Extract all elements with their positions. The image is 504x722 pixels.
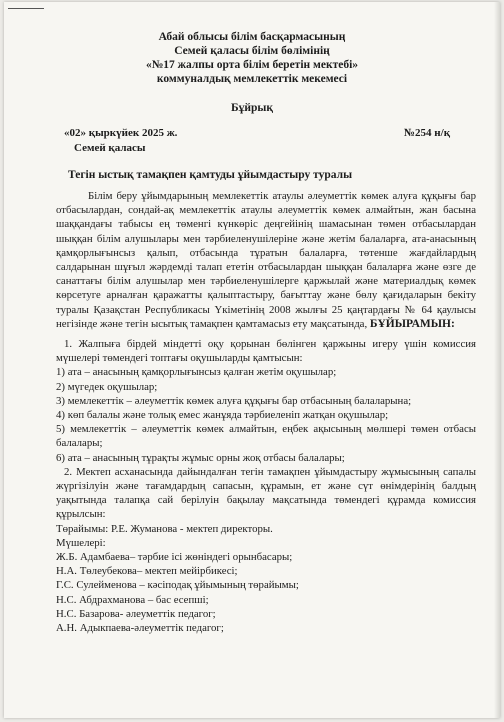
commission-chair: Төрайымы: Р.Е. Жуманова - мектеп директоры. — [56, 522, 273, 535]
order-number: №254 н/қ — [404, 127, 451, 139]
letterhead-line-4: коммуналдық мемлекеттік мекемесі — [156, 73, 348, 85]
order-subject: Тегін ыстық тамақпен қамтуды ұйымдастыру туралы — [68, 169, 353, 181]
order-body — [56, 189, 476, 635]
sub-item: 4) көп балалы және толық емес жанұяда тәрбиеленіп жатқан оқушылар; — [56, 409, 389, 422]
letterhead-line-1: Абай облысы білім басқармасының — [158, 31, 346, 43]
intro-paragraph — [56, 189, 476, 331]
member: Ж.Б. Адамбаева– тәрбие ісі жөніндегі орынбасары; — [56, 551, 293, 564]
decree-word: БҰЙЫРАМЫН: — [369, 317, 455, 330]
sub-item: 2) мүгедек оқушылар; — [56, 380, 158, 393]
sub-item: 1) ата – анасының қамқорлығынсыз қалған жетім оқушылар; — [56, 366, 337, 379]
item-2: 2. Мектеп асханасында дайындалған тегін тамақпен ұйымдастыру жұмысының сапалы жүргізілуін және тағамдардың сапасын, құрамын, ет және сүт өнімдерінің балдың уақытында талапқа сай берілуін бақылау мақсатында төмендегі құрамда комиссия құрылсын: — [56, 465, 476, 521]
members-label: Мүшелері: — [56, 536, 106, 549]
corner-mark — [8, 8, 44, 9]
member: Н.С. Базарова- әлеуметтік педагог; — [56, 607, 216, 620]
document-page — [4, 2, 500, 718]
item-1: 1. Жалпыға бірдей міндетті оқу қорынан бөлінген қаржыны игеру үшін комиссия мүшелері төмендегі топтағы оқушыларды қамтысын: — [56, 338, 476, 365]
letterhead-line-3: «№17 жалпы орта білім беретін мектебі» — [145, 59, 359, 71]
order-date: «02» қыркүйек 2025 ж. — [64, 127, 178, 139]
member: Н.С. Абдрахманова – бас есепші; — [56, 593, 209, 606]
letterhead — [4, 30, 500, 86]
member: Н.А. Төлеубекова– мектеп мейірбикесі; — [56, 565, 238, 578]
order-city: Семей қаласы — [74, 142, 146, 154]
member: Г.С. Сулейменова – кәсіподақ ұйымының төрайымы; — [56, 579, 299, 592]
order-title: Бұйрық — [231, 102, 273, 114]
letterhead-line-2: Семей қаласы білім бөлімінің — [174, 45, 330, 57]
sub-item: 3) мемлекеттік – әлеуметтік көмек алуға құқығы бар отбасының балаларына; — [56, 394, 412, 407]
member: А.Н. Адыкпаева-әлеуметтік педагог; — [56, 622, 224, 635]
sub-item: 6) ата – анасының тұрақты жұмыс орны жоқ отбасы балалары; — [56, 451, 345, 464]
intro-text: Білім беру ұйымдарының мемлекеттік атаулы әлеуметтік көмек алуға құқығы бар отбасылардан, сондай-ақ мемлекеттік атаулы әлеуметтік көмек алмайтын, жан басына шаққандағы табысы ең төменгі күнкөріс деңгейінің шамасынан төмен отбасылардан шыққан білім алушылары мен тәрбиеленушілеріне және жетім балаларға, ата-анасының қамқорлығынсыз қалып, отбасында тұратын балаларға, төтенше жағдайлардың салдарынан шұғыл жәрдемді талап ететін отбасылардан шыққан балаларға және өзге де санаттағы білім алушылар мен тәрбиеленушілерге қаржылай және материалдық көмек көрсетуге арналған қаражатты қалыптастыру, бағыттау және бөлу қағидаларын бекіту туралы Қазақстан Республикасы Үкіметінің 2008 жылғы 25 қаңтардағы № 64 қаулысы негізінде және тегін ысытық тамақпен қамтамасыз ету мақсатында, — [56, 190, 476, 330]
sub-item: 5) мемлекеттік – әлеуметтік көмек алмайтын, еңбек ақысының мөлшері төмен отбасы балалары; — [56, 423, 476, 450]
